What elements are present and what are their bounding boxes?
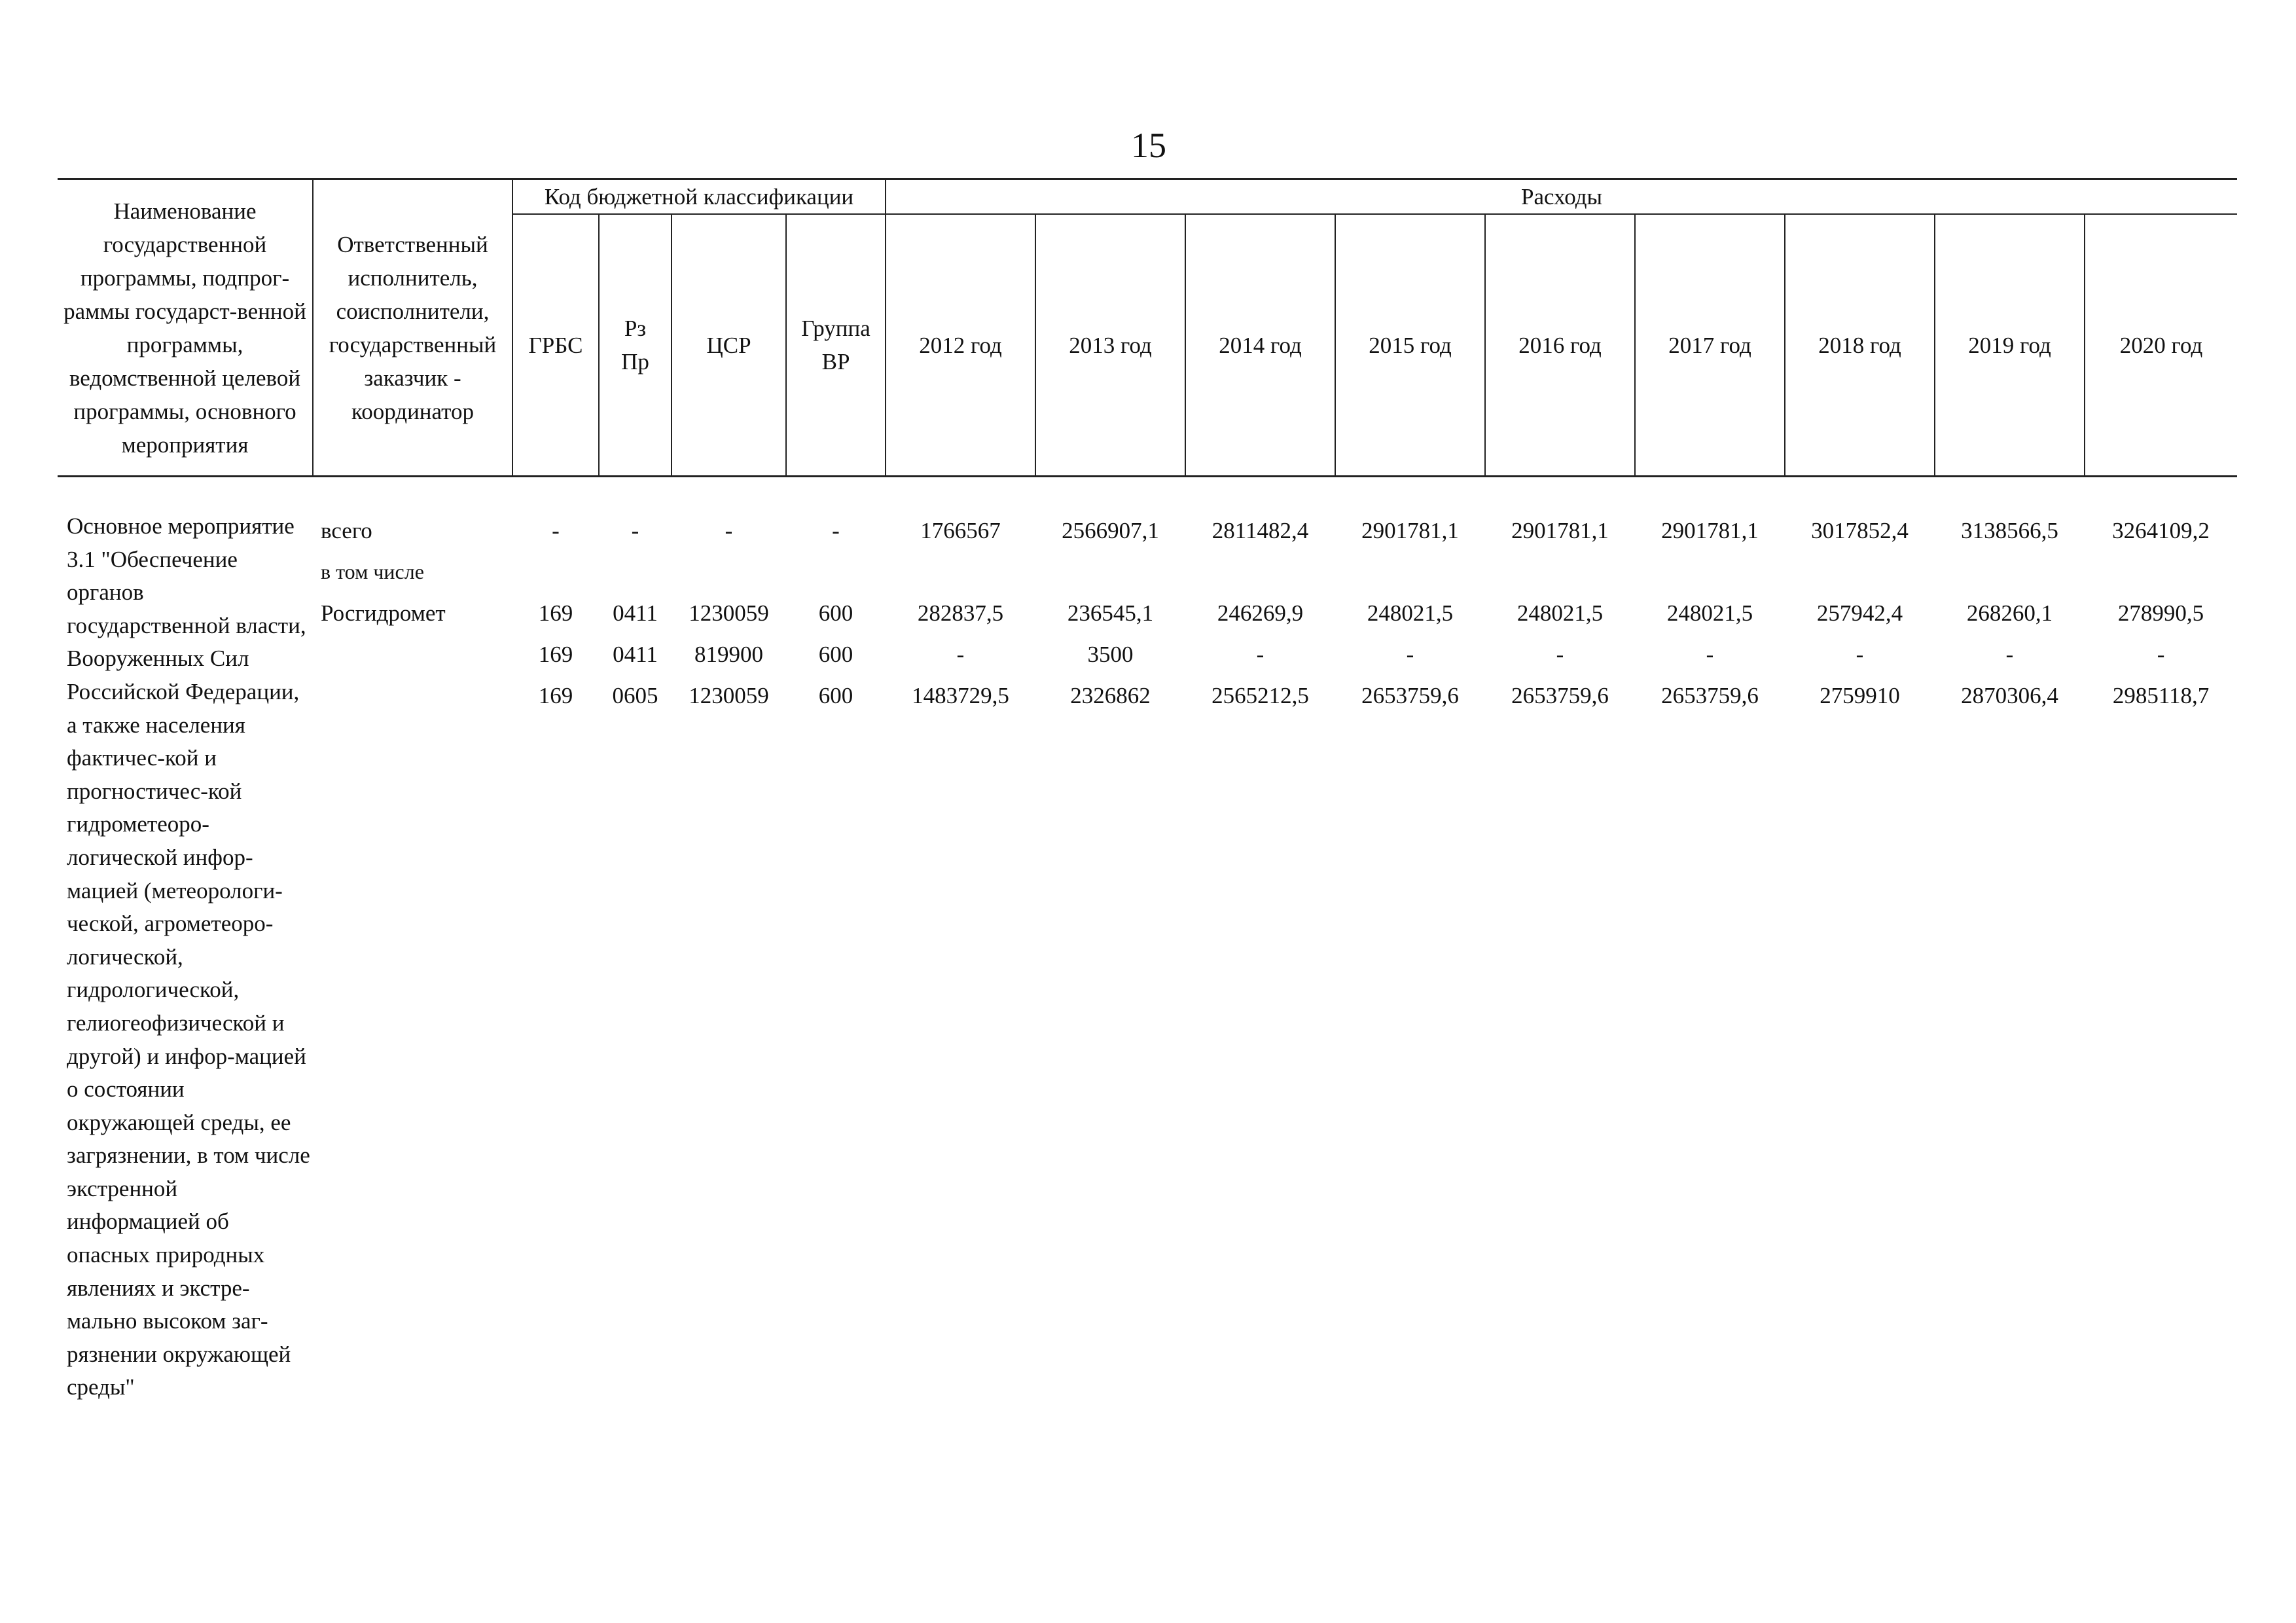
code-grbs: - xyxy=(552,518,560,543)
value-2014: 2565212,5 xyxy=(1211,683,1309,708)
page-number: 15 xyxy=(1131,126,1166,165)
table-row xyxy=(58,510,2237,551)
value-2020 xyxy=(2085,551,2237,593)
value-2012: 1483729,5 xyxy=(912,683,1009,708)
code-rz-pr: 0605 xyxy=(612,683,658,708)
code-csr: - xyxy=(725,518,733,543)
code-rz-pr: - xyxy=(631,518,639,543)
table-row xyxy=(58,634,2237,675)
header-expenses: Расходы xyxy=(886,179,2237,215)
table-body xyxy=(58,477,2237,1568)
value-2017: 2653759,6 xyxy=(1661,683,1759,708)
value-2017: - xyxy=(1706,642,1714,667)
filler-cell xyxy=(313,716,2237,1567)
measure-name: Основное мероприятие 3.1 "Обеспечение органов государственной власти, Вооруженных Сил Российской Федерации, а также населения фактичес-кой и прогностичес-кой гидрометеоро-логической инфор-мацией (метеорологи-ческой, агрометеоро-логической, гидрологической, гелиогеофизической и другой) и инфор-мацией о состоянии окружающей среды, ее загрязнении, в том числе экстренной информацией об опасных природных явлениях и экстре-мально высоком заг-рязнении окружающей среды" xyxy=(67,513,310,1400)
value-2012: 282837,5 xyxy=(917,600,1004,626)
spacer-cell xyxy=(58,477,2237,511)
value-2012 xyxy=(886,551,1035,593)
code-rz-pr: 0411 xyxy=(613,642,658,667)
executor-cell: всего xyxy=(321,518,372,543)
value-2019: 3138566,5 xyxy=(1961,518,2058,543)
table-row xyxy=(58,675,2237,716)
value-2019: - xyxy=(2005,642,2014,667)
code-grbs: 169 xyxy=(538,683,573,708)
value-2014 xyxy=(1185,551,1335,593)
code-csr: 1230059 xyxy=(689,683,769,708)
executor-cell: Росгидромет xyxy=(321,600,446,626)
header-row-groups xyxy=(58,179,2237,215)
value-2013 xyxy=(1035,551,1185,593)
value-2012: - xyxy=(956,642,965,667)
executor-cell xyxy=(313,634,512,675)
header-year-2014: 2014 год xyxy=(1185,214,1335,477)
value-2018: 3017852,4 xyxy=(1811,518,1909,543)
filler-row xyxy=(58,716,2237,1567)
value-2014: 2811482,4 xyxy=(1211,518,1309,543)
code-group-vr: - xyxy=(832,518,840,543)
code-group-vr: 600 xyxy=(818,600,853,626)
code-grbs: 169 xyxy=(538,600,573,626)
table-header xyxy=(58,179,2237,477)
code-csr: 819900 xyxy=(694,642,763,667)
code-group-vr: 600 xyxy=(818,642,853,667)
body-spacer-row xyxy=(58,477,2237,511)
value-2015: 2653759,6 xyxy=(1361,683,1459,708)
code-group-vr xyxy=(786,551,886,593)
header-year-2015: 2015 год xyxy=(1335,214,1485,477)
header-year-2019: 2019 год xyxy=(1935,214,2085,477)
value-2019: 2870306,4 xyxy=(1961,683,2058,708)
value-2017 xyxy=(1635,551,1785,593)
header-year-2013: 2013 год xyxy=(1035,214,1185,477)
header-group-vr: Группа ВР xyxy=(786,214,886,477)
header-budget-classification: Код бюджетной классификации xyxy=(512,179,886,215)
value-2013: 236545,1 xyxy=(1067,600,1154,626)
value-2016: 2901781,1 xyxy=(1511,518,1609,543)
header-year-2012: 2012 год xyxy=(886,214,1035,477)
value-2013: 3500 xyxy=(1087,642,1134,667)
value-2015: - xyxy=(1406,642,1414,667)
value-2019 xyxy=(1935,551,2085,593)
value-2018: 2759910 xyxy=(1820,683,1900,708)
header-grbs: ГРБС xyxy=(512,214,599,477)
value-2015 xyxy=(1335,551,1485,593)
header-year-2016: 2016 год xyxy=(1485,214,1635,477)
value-2013: 2326862 xyxy=(1070,683,1151,708)
value-2020: 3264109,2 xyxy=(2112,518,2210,543)
header-executor-column: Ответственный исполнитель, соисполнители, государственный заказчик - координатор xyxy=(313,179,512,477)
value-2013: 2566907,1 xyxy=(1062,518,1159,543)
value-2016 xyxy=(1485,551,1635,593)
value-2012: 1766567 xyxy=(920,518,1001,543)
table-row xyxy=(58,551,2237,593)
executor-cell: в том числе xyxy=(321,560,424,583)
header-year-2017: 2017 год xyxy=(1635,214,1785,477)
value-2017: 2901781,1 xyxy=(1661,518,1759,543)
executor-cell xyxy=(313,675,512,716)
header-csr: ЦСР xyxy=(672,214,786,477)
value-2018 xyxy=(1785,551,1935,593)
header-year-2020: 2020 год xyxy=(2085,214,2237,477)
value-2014: 246269,9 xyxy=(1217,600,1304,626)
header-year-2018: 2018 год xyxy=(1785,214,1935,477)
code-csr: 1230059 xyxy=(689,600,769,626)
code-csr xyxy=(672,551,786,593)
value-2016: 2653759,6 xyxy=(1511,683,1609,708)
value-2015: 248021,5 xyxy=(1367,600,1454,626)
value-2015: 2901781,1 xyxy=(1361,518,1459,543)
value-2020: 278990,5 xyxy=(2117,600,2204,626)
value-2017: 248021,5 xyxy=(1666,600,1753,626)
value-2020: 2985118,7 xyxy=(2112,683,2210,708)
value-2016: 248021,5 xyxy=(1516,600,1604,626)
value-2018: - xyxy=(1856,642,1864,667)
code-group-vr: 600 xyxy=(818,683,853,708)
code-rz-pr: 0411 xyxy=(613,600,658,626)
code-rz-pr xyxy=(599,551,672,593)
expenses-table xyxy=(58,178,2237,1567)
value-2016: - xyxy=(1556,642,1564,667)
code-grbs: 169 xyxy=(538,642,573,667)
table-row xyxy=(58,593,2237,634)
code-grbs xyxy=(512,551,599,593)
header-rz-pr: Рз Пр xyxy=(599,214,672,477)
value-2020: - xyxy=(2157,642,2165,667)
value-2019: 268260,1 xyxy=(1966,600,2053,626)
value-2014: - xyxy=(1256,642,1265,667)
header-name-column: Наименование государственной программы, подпрог-раммы государст-венной программы, ведомственной целевой программы, основного мероприятия xyxy=(58,179,313,477)
value-2018: 257942,4 xyxy=(1816,600,1903,626)
